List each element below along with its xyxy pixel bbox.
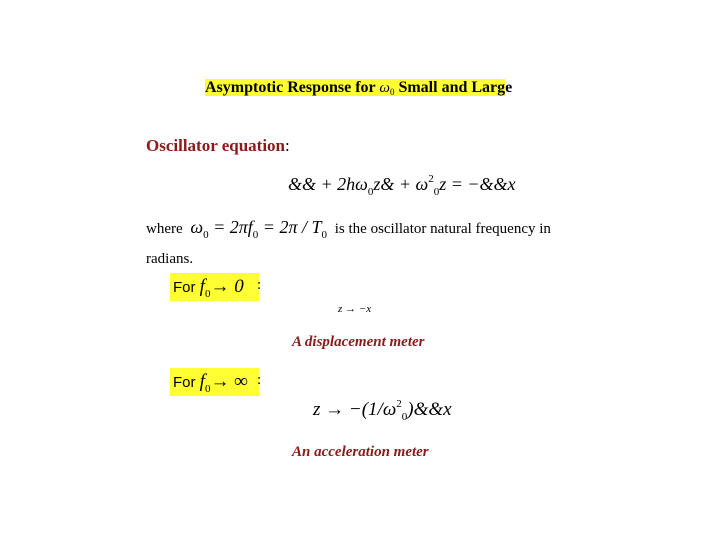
slide-title: [203, 76, 514, 100]
where-lead: where: [146, 221, 183, 237]
where-sub-c: 0: [321, 229, 327, 241]
case1-math: [199, 276, 244, 300]
title-omega: [379, 80, 394, 96]
case2-math: [199, 371, 248, 395]
case2-arrow: → ∞: [210, 371, 248, 392]
oscillator-heading-text: Oscillator equation: [146, 136, 285, 155]
equation-rhs: z = −&&x: [439, 174, 516, 194]
where-math-b: = 2πf: [213, 217, 253, 237]
case1-label: [170, 273, 262, 301]
oscillator-equation: [288, 173, 516, 198]
case2-result-lhs: z → −(1/ω: [313, 399, 397, 420]
case1-colon: :: [257, 277, 262, 293]
equation-subscript-a: 0: [367, 186, 374, 198]
title-part3: e: [505, 79, 513, 96]
where-math-a: ω: [190, 217, 204, 237]
case2-colon: :: [257, 372, 262, 388]
case1-for: For: [173, 279, 196, 296]
equation-lhs: && + 2hω: [288, 174, 368, 194]
title-part2: Small and Larg: [398, 79, 506, 96]
where-tail: is the oscillator natural frequency in radians.: [146, 221, 551, 267]
equation-subscript-b: 0: [433, 186, 440, 198]
case2-f: f: [199, 371, 205, 392]
case2-result: [313, 398, 452, 423]
case1-f-sub: 0: [204, 288, 211, 300]
where-sub-b: 0: [252, 229, 259, 241]
case2-f-sub: 0: [204, 383, 211, 395]
frequency-definition: [186, 217, 331, 241]
case2-result-rhs: )&&x: [407, 399, 452, 420]
case2-label: [170, 368, 262, 396]
equation-superscript: 2: [428, 173, 434, 185]
case1-f: f: [199, 276, 205, 297]
acceleration-meter-caption: An acceleration meter: [292, 444, 429, 460]
where-paragraph: [146, 215, 566, 271]
displacement-meter-caption: A displacement meter: [292, 334, 425, 350]
where-math-c: = 2π / T: [262, 217, 322, 237]
case1-arrow: → 0: [210, 276, 244, 297]
where-sub-a: 0: [203, 229, 209, 241]
omega-symbol: ω: [379, 80, 390, 96]
oscillator-heading: [146, 136, 290, 156]
case2-result-sup: 2: [396, 398, 402, 410]
case1-result: z → −x: [338, 303, 372, 315]
case2-result-sub: 0: [401, 411, 408, 423]
title-part1: Asymptotic Response for: [205, 79, 376, 96]
equation-mid: z& + ω: [373, 174, 429, 194]
omega-subscript: 0: [389, 87, 395, 97]
case2-for: For: [173, 374, 196, 391]
oscillator-heading-colon: :: [285, 136, 290, 155]
title-highlight: [205, 79, 505, 96]
